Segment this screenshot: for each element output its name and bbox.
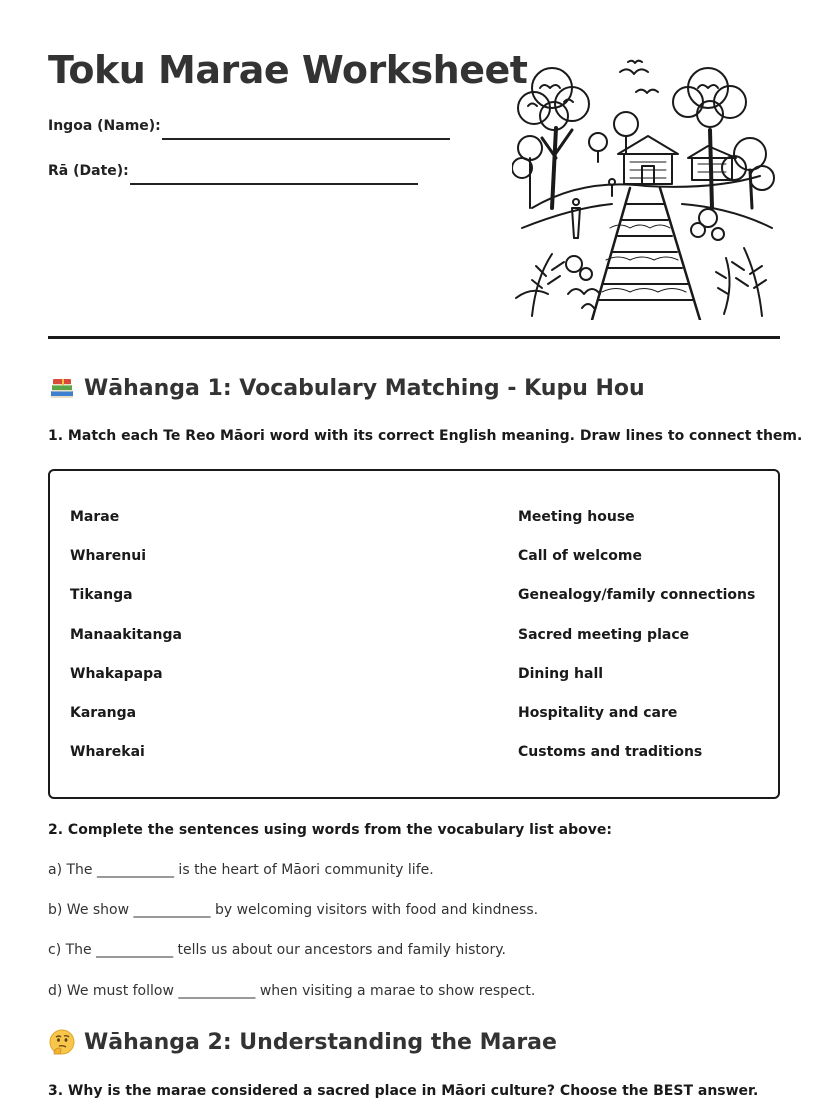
page-title: Toku Marae Worksheet xyxy=(48,48,528,92)
name-field xyxy=(48,118,161,134)
english-meaning[interactable]: Meeting house xyxy=(518,509,635,525)
sentence-d[interactable]: d) We must follow ___________ when visiting a marae to show respect. xyxy=(48,983,536,999)
sentence-a[interactable]: a) The ___________ is the heart of Māori community life. xyxy=(48,862,434,878)
section-2-heading xyxy=(48,1028,557,1056)
maori-word[interactable]: Marae xyxy=(70,509,120,525)
sentence-c[interactable]: c) The ___________ tells us about our ancestors and family history. xyxy=(48,942,506,958)
date-field xyxy=(48,163,129,179)
maori-word[interactable]: Tikanga xyxy=(70,587,133,604)
question-3: 3. Why is the marae considered a sacred place in Māori culture? Choose the BEST answer. xyxy=(48,1083,759,1099)
vocabulary-matching-box xyxy=(48,469,780,799)
section-1-title: Wāhanga 1: Vocabulary Matching - Kupu Hou xyxy=(84,375,645,401)
english-meaning[interactable]: Dining hall xyxy=(518,665,604,682)
maori-word[interactable]: Wharenui xyxy=(70,548,146,565)
books-emoji-icon xyxy=(48,374,76,402)
maori-word[interactable]: Wharekai xyxy=(70,744,145,761)
maori-word[interactable]: Manaakitanga xyxy=(70,626,182,643)
section-1-heading xyxy=(48,374,645,402)
maori-words-list xyxy=(70,509,182,783)
english-meaning[interactable]: Hospitality and care xyxy=(518,704,678,721)
english-meaning[interactable]: Sacred meeting place xyxy=(518,626,690,643)
marae-landscape-illustration xyxy=(512,58,780,320)
date-label: Rā (Date): xyxy=(48,163,129,179)
date-blank-line[interactable] xyxy=(130,183,418,185)
english-meanings-list xyxy=(518,509,755,783)
name-label: Ingoa (Name): xyxy=(48,118,161,134)
name-blank-line[interactable] xyxy=(162,138,450,140)
question-2: 2. Complete the sentences using words from the vocabulary list above: xyxy=(48,822,612,838)
header-divider xyxy=(48,336,780,339)
section-2-title: Wāhanga 2: Understanding the Marae xyxy=(84,1029,557,1055)
thinking-face-emoji-icon xyxy=(48,1028,76,1056)
maori-word[interactable]: Karanga xyxy=(70,704,137,721)
question-1: 1. Match each Te Reo Māori word with its correct English meaning. Draw lines to connect them. xyxy=(48,428,803,444)
english-meaning[interactable]: Genealogy/family connections xyxy=(518,587,756,604)
maori-word[interactable]: Whakapapa xyxy=(70,665,163,682)
english-meaning[interactable]: Call of welcome xyxy=(518,548,643,565)
sentence-b[interactable]: b) We show ___________ by welcoming visitors with food and kindness. xyxy=(48,902,539,918)
english-meaning[interactable]: Customs and traditions xyxy=(518,744,703,761)
